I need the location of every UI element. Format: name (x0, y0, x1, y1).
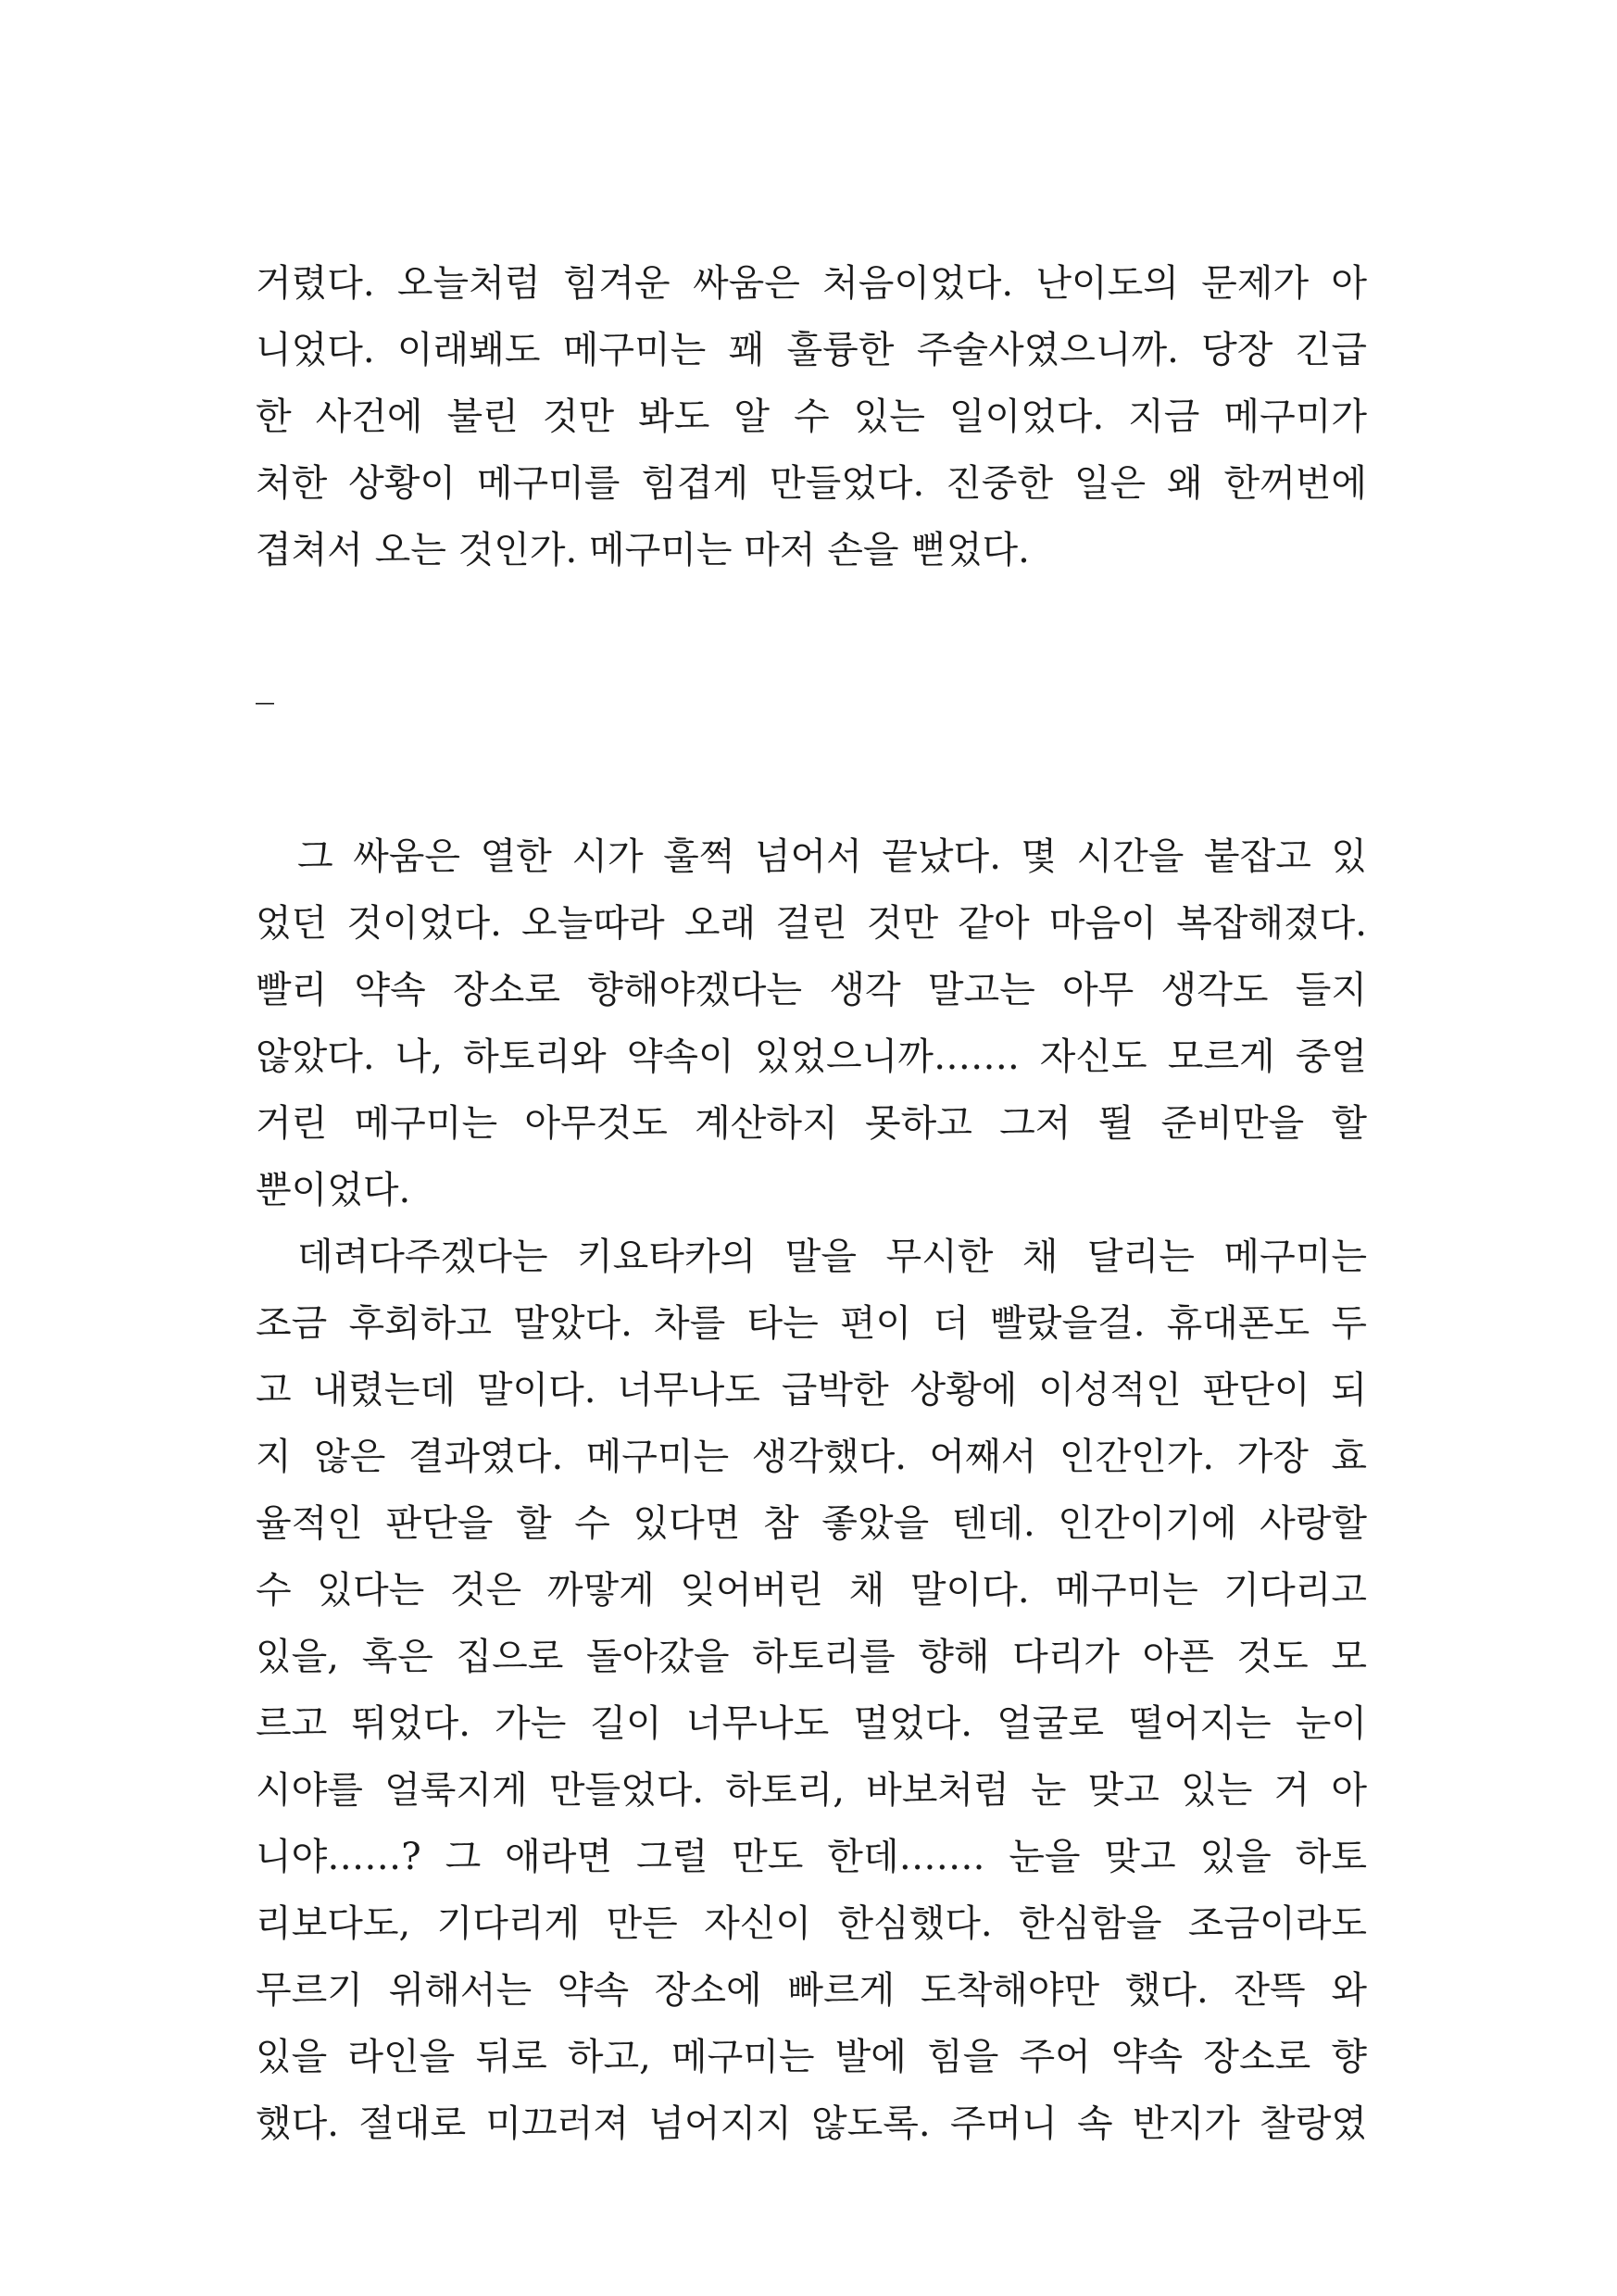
paragraph-line: 수 있다는 것은 까맣게 잊어버린 채 말이다. 메구미는 기다리고 (256, 1569, 1367, 1612)
paragraph-line: 있을 라인을 뒤로 하고, 메구미는 발에 힘을 주어 약속 장소로 향 (256, 2036, 1367, 2078)
paragraph-line: 었던 것이었다. 오늘따라 오래 걸린 것만 같아 마음이 복잡해졌다. (256, 902, 1367, 945)
paragraph-line: 거렸다. 오늘처럼 힘겨운 싸움은 처음이었다. 난이도의 문제가 아 (256, 262, 1367, 305)
paragraph-line: 율적인 판단을 할 수 있다면 참 좋았을 텐데. 인간이기에 사랑할 (256, 1502, 1367, 1545)
paragraph-line: 한 사건에 불린 것만 봐도 알 수 있는 일이었다. 지금 메구미가 (256, 395, 1367, 438)
paragraph-line: 데려다주겠다는 키요타카의 말을 무시한 채 달리는 메구미는 (297, 1236, 1367, 1278)
paragraph-1 (256, 250, 1367, 583)
paragraph-line: 않았다. 나, 하토리와 약속이 있었으니까……. 자신도 모르게 중얼 (256, 1035, 1367, 1078)
paragraph-line: 지 않은 결과였다. 메구미는 생각했다. 어째서 인간인가. 가장 효 (256, 1436, 1367, 1478)
paragraph-3 (256, 1223, 1367, 2157)
paragraph-line: 처한 상황이 메구미를 힘겹게 만들었다. 진중한 일은 왜 한꺼번에 (256, 462, 1367, 505)
paragraph-line: 그 싸움은 열한 시가 훌쩍 넘어서 끝났다. 몇 시간을 붙잡고 있 (297, 835, 1367, 878)
paragraph-line: 뿐이었다. (256, 1169, 411, 1211)
paragraph-line: 고 내렸는데 말이다. 너무나도 급박한 상황에 이성적인 판단이 되 (256, 1369, 1367, 1411)
section-separator: _ (256, 662, 274, 705)
paragraph-line: 했다. 절대로 미끄러져 넘어지지 않도록. 주머니 속 반지가 찰랑였 (256, 2102, 1367, 2145)
paragraph-line: 무르기 위해서는 약속 장소에 빠르게 도착해야만 했다. 잔뜩 와 (256, 1969, 1367, 2012)
paragraph-line: 니었다. 이래봬도 메구미는 꽤 훌륭한 주술사였으니까. 당장 긴급 (256, 329, 1367, 371)
document-page (256, 250, 1367, 2157)
section-gap (256, 583, 1367, 650)
paragraph-2 (256, 823, 1367, 1223)
paragraph-line: 조금 후회하고 말았다. 차를 타는 편이 더 빨랐을걸. 휴대폰도 두 (256, 1302, 1367, 1345)
paragraph-line: 겹쳐서 오는 것인가. 메구미는 마저 손을 뻗었다. (256, 529, 1030, 571)
section-gap (256, 717, 1367, 823)
paragraph-line: 니야……? 그 애라면 그럴 만도 한데……. 눈을 맞고 있을 하토 (256, 1836, 1367, 1878)
paragraph-line: 시야를 얼룩지게 만들었다. 하토리, 바보처럼 눈 맞고 있는 거 아 (256, 1769, 1367, 1812)
paragraph-line: 리보다도, 기다리게 만든 자신이 한심했다. 한심함을 조금이라도 (256, 1902, 1367, 1945)
paragraph-line: 르고 뛰었다. 가는 길이 너무나도 멀었다. 얼굴로 떨어지는 눈이 (256, 1702, 1367, 1745)
paragraph-line: 빨리 약속 장소로 향해야겠다는 생각 말고는 아무 생각도 들지 (256, 969, 1367, 1011)
paragraph-line: 있을, 혹은 집으로 돌아갔을 하토리를 향해 다리가 아픈 것도 모 (256, 1636, 1367, 1678)
paragraph-line: 거린 메구미는 아무것도 계산하지 못하고 그저 뛸 준비만을 할 (256, 1102, 1367, 1145)
